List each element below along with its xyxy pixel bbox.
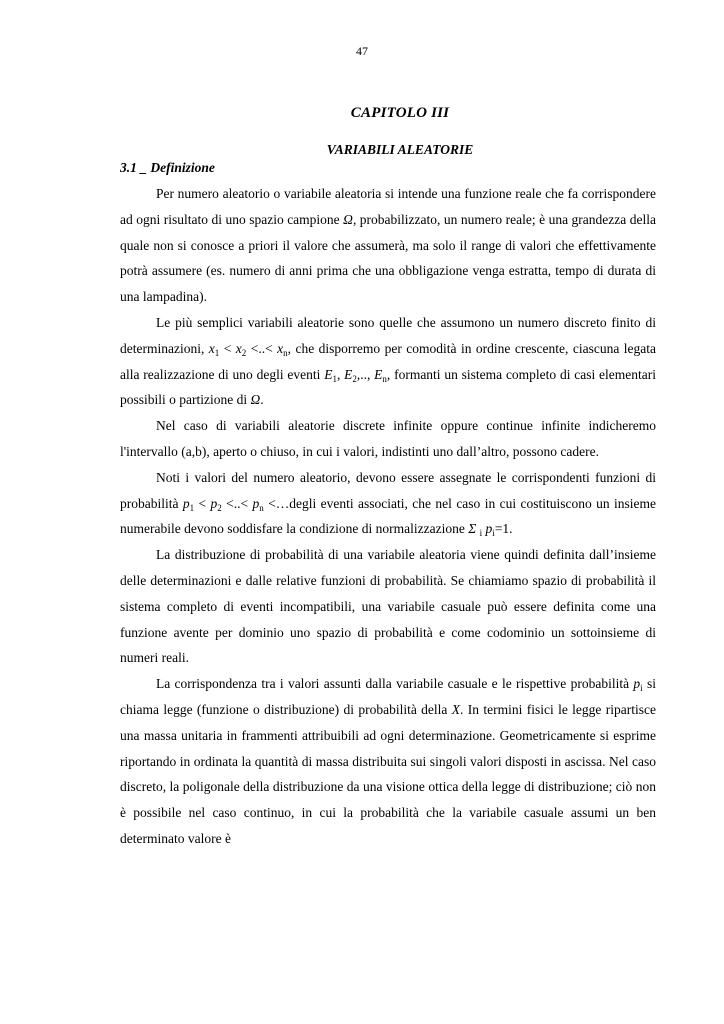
page-number: 47 bbox=[356, 44, 368, 58]
chapter-title: CAPITOLO III bbox=[350, 105, 450, 121]
section-heading: 3.1 _ Definizione bbox=[120, 160, 215, 175]
paragraph-4: Noti i valori del numero aleatorio, devono essere assegnate le corrispondenti funzioni di probabilità $p_1 < p_2$ <..< $p_n$ <…degli eventi associati, che nel caso in cui costituiscono un insieme numerabile devono soddisfare la condizione di normalizzazione Σ $_i$ $p_i=1$. bbox=[120, 469, 656, 539]
paragraph-5: La distribuzione di probabilità di una variabile aleatoria viene quindi definita dall’insieme delle determinazioni e dalle relative funzioni di probabilità. Se chiamiamo spazio di probabilità il sistema completo di eventi incompatibili, una variabile casuale può essere definita come una funzione avente per dominio uno spazio di probabilità e come codominio un sottoinsieme di numeri reali. bbox=[120, 547, 656, 666]
paragraph-6: La corrispondenza tra i valori assunti dalla variabile casuale e le rispettive probabilità $p_i$ si chiama legge (funzione o distribuzione) di probabilità della X. In termini fisici le legge ripartisce una massa unitaria in frammenti attribuibili ad ogni determinazione. Geometricamente si esprime riportando in ordinata la quantità di massa distribuita sui singoli valori disposti in ascissa. Nel caso discreto, la poligonale della distribuzione da una visione ottica della legge di distribuzione; ciò non è possibile nel caso continuo, in cui la probabilità che la variabile casuale assumi un ben determinato valore è bbox=[120, 676, 656, 846]
paragraph-2: Le più semplici variabili aleatorie sono quelle che assumono un numero discreto finito di determinazioni, $x_1 < x_2$ <..< $x_n$, che disporremo per comodità in ordine crescente, ciascuna legata alla realizzazione di uno degli eventi $E_1$, $E_2$,.., $E_n$, formanti un sistema completo di casi elementari possibili o partizione di Ω. bbox=[120, 314, 657, 408]
paragraph-1: Per numero aleatorio o variabile aleatoria si intende una funzione reale che fa corrispondere ad ogni risultato di uno spazio campione Ω, probabilizzato, un numero reale; è una grandezza della quale non si conosce a priori il valore che assumerà, ma solo il range di valori che effettivamente potrà assumere (es. numero di anni prima che una obbligazione venga estratta, tempo di durata di una lampadina). bbox=[120, 186, 656, 305]
chapter-subtitle: VARIABILI ALEATORIE bbox=[326, 142, 474, 157]
paragraph-3: Nel caso di variabili aleatorie discrete infinite oppure continue infinite indicheremo l'intervallo (a,b), aperto o chiuso, in cui i valori, indistinti uno dall’altro, possono cadere. bbox=[120, 418, 656, 459]
body-text bbox=[120, 181, 656, 852]
